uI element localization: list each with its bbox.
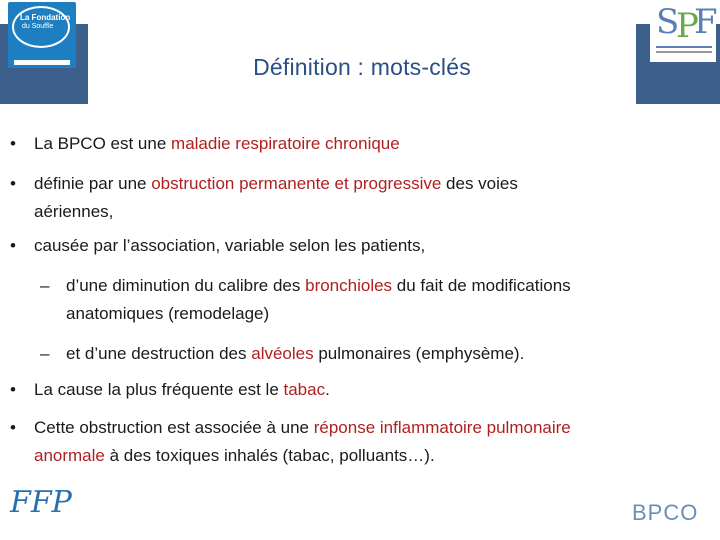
logo-text-2: du Souffle [22, 23, 54, 30]
title-box [88, 24, 636, 104]
bullet-dot: • [10, 380, 16, 399]
bullet-dot: • [10, 174, 16, 193]
fondation-du-souffle-logo [8, 2, 76, 68]
splf-logo-subtext [656, 51, 712, 53]
bullet-dot: • [10, 418, 16, 437]
logo-bar [14, 60, 70, 65]
bullet-dot: • [10, 134, 16, 153]
bullet-dot: • [10, 236, 16, 255]
dash-marker: – [40, 276, 50, 295]
slide-title: Définition : mots-clés [253, 53, 471, 80]
splf-logo-line [656, 46, 712, 48]
header-top-strip [0, 0, 720, 24]
ffp-logo: FFP [10, 485, 72, 520]
logo-text-1: La Fondation [20, 13, 71, 22]
dash-marker: – [40, 344, 50, 363]
splf-logo: S P F [650, 0, 716, 62]
bpco-logo: BPCO [632, 500, 699, 525]
